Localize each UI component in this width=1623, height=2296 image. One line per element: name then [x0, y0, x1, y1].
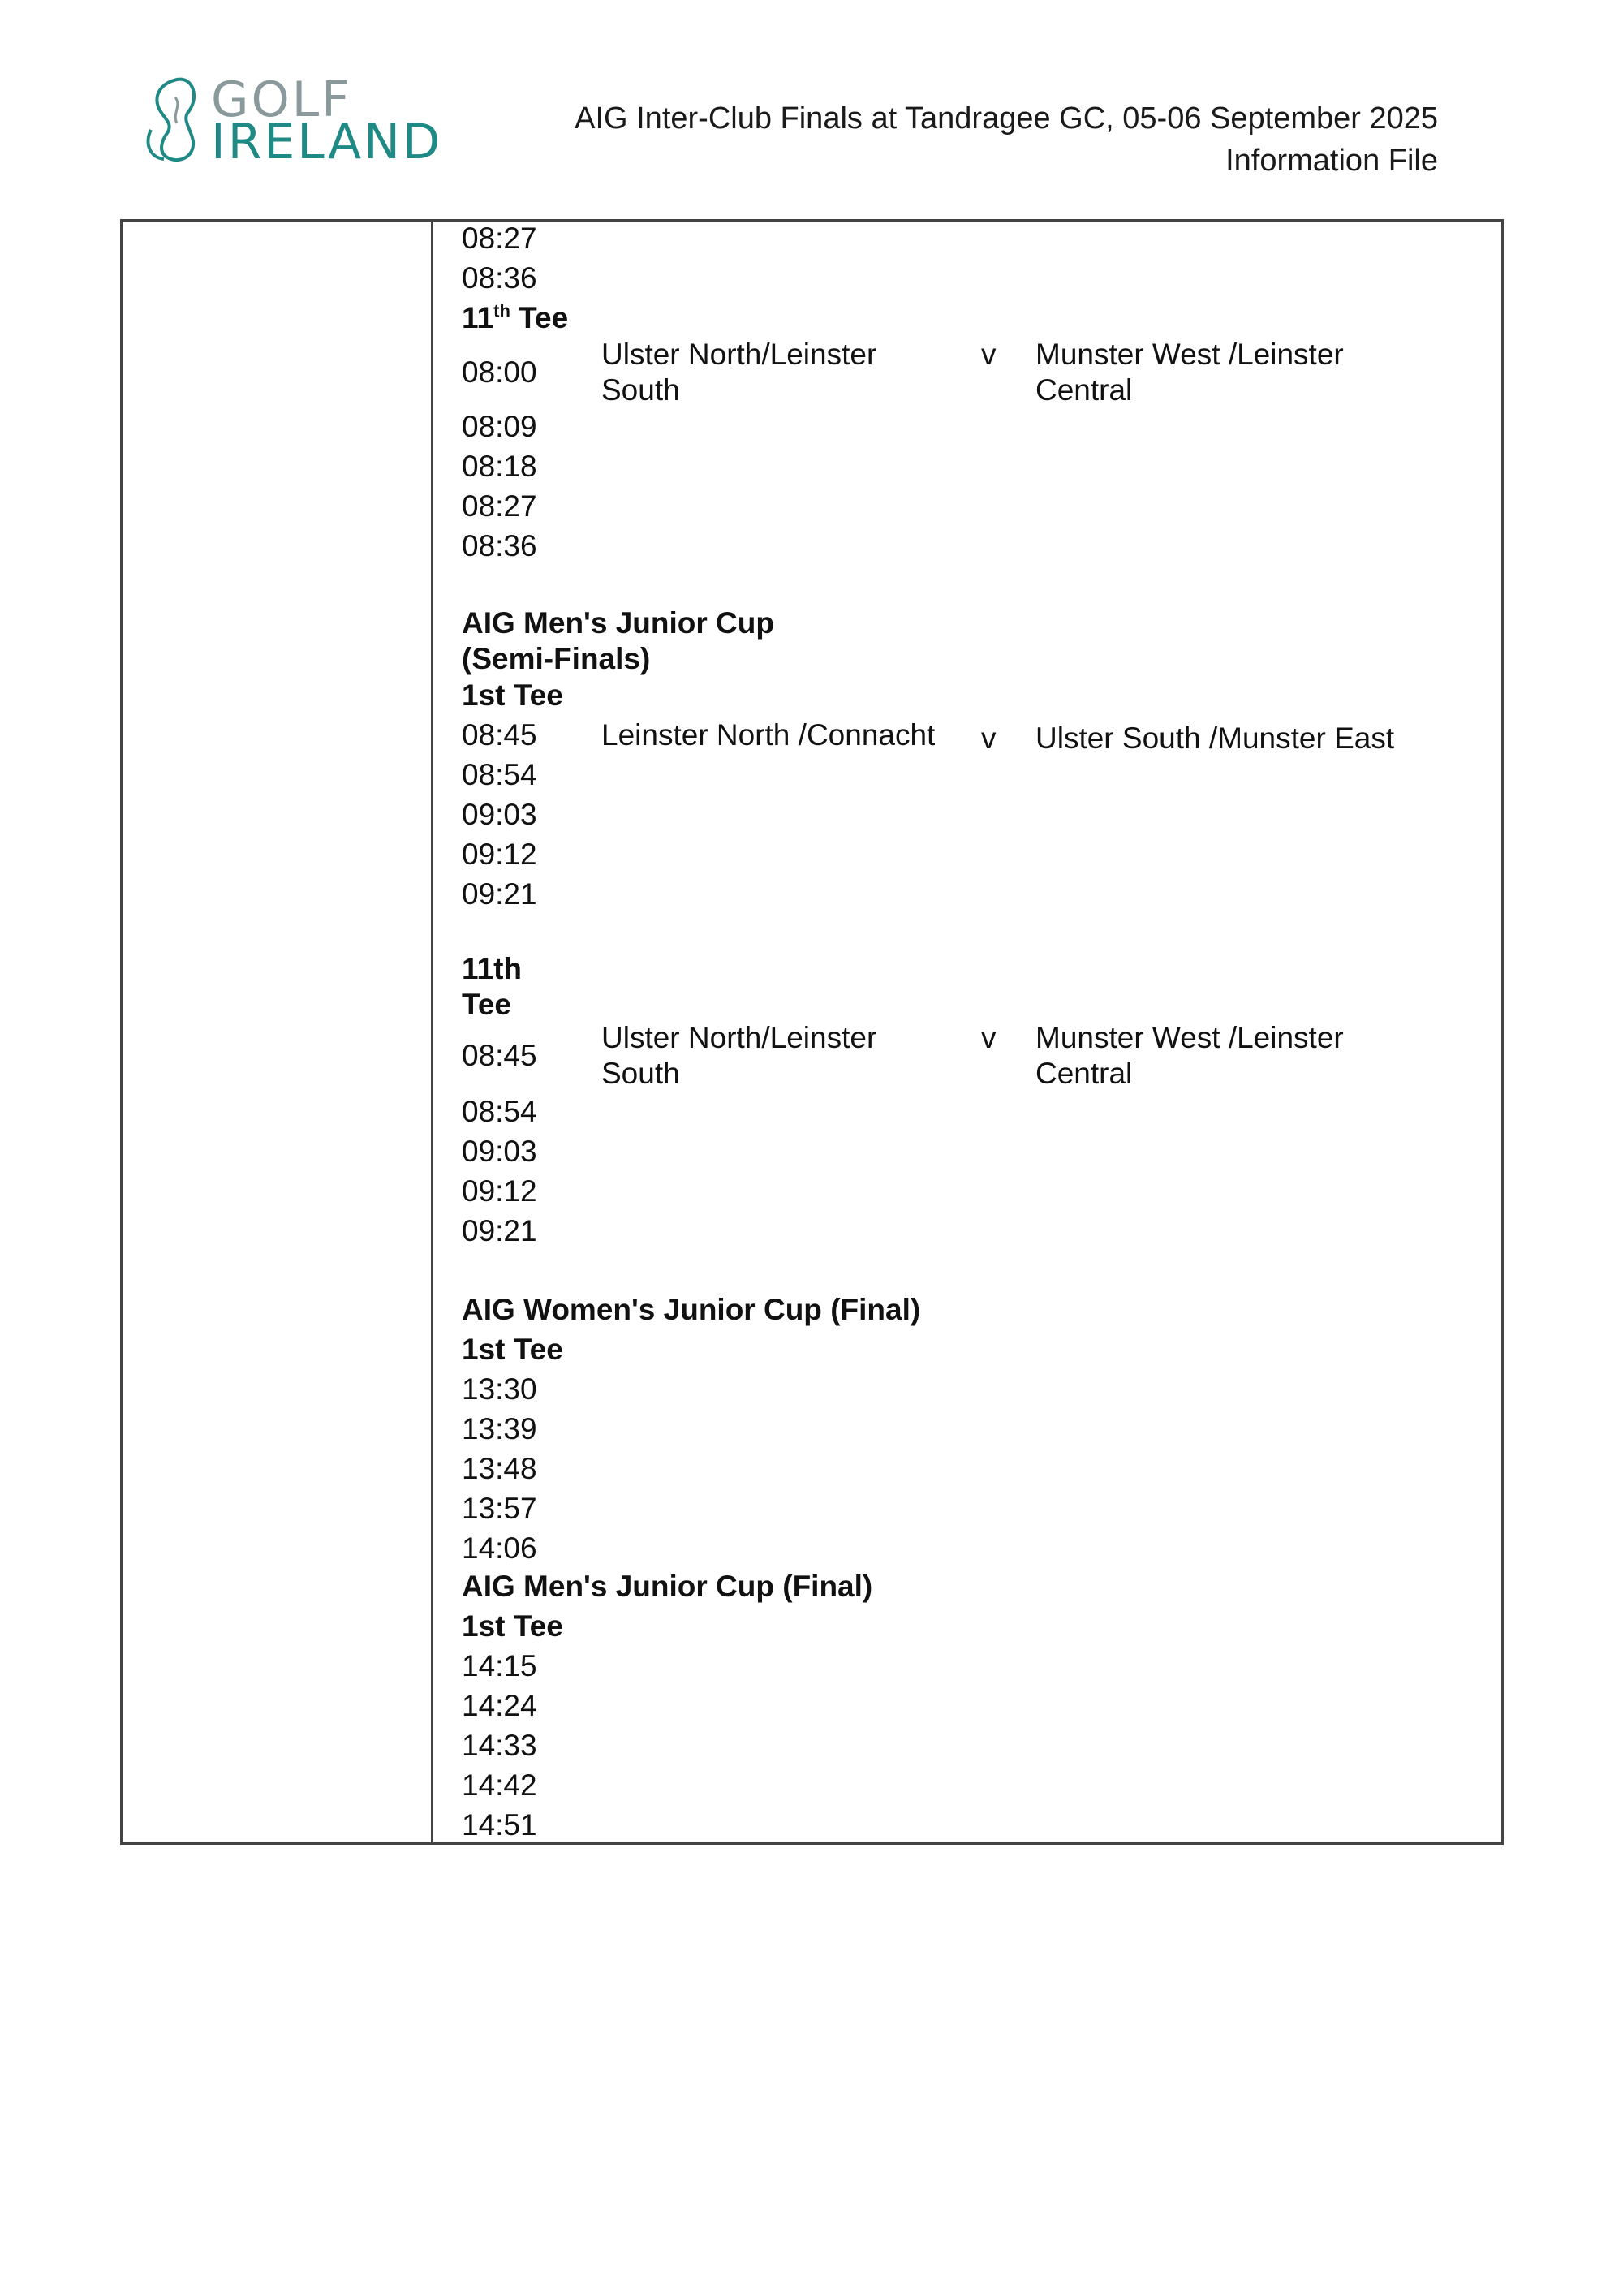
tee-word: Tee — [519, 301, 569, 334]
versus: v — [981, 338, 997, 371]
tee-time: 09:12 — [462, 838, 537, 871]
tee-time: 08:27 — [462, 222, 537, 255]
tee-time: 09:03 — [462, 798, 537, 831]
tee-heading: 1st Tee — [462, 1333, 563, 1366]
golf-ireland-logo — [143, 73, 443, 170]
tee-time: 09:21 — [462, 1214, 537, 1247]
tee-time: 08:36 — [462, 529, 537, 562]
tee-time: 14:15 — [462, 1649, 537, 1682]
table-column-divider — [431, 219, 433, 1845]
team-b: Munster West /Leinster Central — [1035, 1021, 1344, 1090]
tee-time: 08:45 — [462, 718, 537, 752]
tee-heading: 11th — [462, 952, 523, 985]
tee-time: 09:21 — [462, 877, 537, 911]
tee-number: 11 — [462, 301, 494, 334]
tee-time: 13:57 — [462, 1492, 537, 1525]
tee-time: 14:24 — [462, 1689, 537, 1722]
team-b: Munster West /Leinster Central — [1035, 338, 1344, 407]
document-title — [575, 97, 1438, 182]
team-b: Ulster South /Munster East — [1035, 722, 1395, 755]
section-title: AIG Men's Junior Cup (Final) — [462, 1570, 873, 1603]
tee-heading: 1st Tee — [462, 1609, 563, 1643]
tee-time: 14:06 — [462, 1531, 537, 1565]
team-a: Leinster North /Connacht — [601, 718, 936, 752]
golf-ireland-logo-icon — [143, 73, 208, 166]
tee-time: 14:51 — [462, 1808, 537, 1842]
tee-time: 08:54 — [462, 758, 537, 791]
tee-time: 14:42 — [462, 1768, 537, 1802]
tee-heading-11th — [462, 300, 568, 336]
document-title-line1: AIG Inter-Club Finals at Tandragee GC, 05-06 September 2025 — [575, 101, 1438, 136]
section-title: AIG Men's Junior Cup — [462, 606, 774, 640]
tee-time: 08:00 — [462, 355, 537, 389]
logo-word-golf: GOLF — [211, 71, 352, 128]
versus: v — [981, 722, 997, 755]
tee-time: 08:36 — [462, 261, 537, 295]
tee-heading: Tee — [462, 988, 512, 1021]
tee-time: 09:12 — [462, 1174, 537, 1208]
section-title: AIG Women's Junior Cup (Final) — [462, 1293, 921, 1326]
section-subtitle: (Semi-Finals) — [462, 642, 651, 675]
team-a: Ulster North/Leinster South — [601, 1021, 877, 1090]
document-title-line2: Information File — [1225, 144, 1438, 178]
tee-time: 13:39 — [462, 1412, 537, 1445]
tee-ordinal-suffix: th — [493, 300, 510, 321]
versus: v — [981, 1021, 997, 1054]
tee-time: 13:30 — [462, 1372, 537, 1406]
tee-time: 08:09 — [462, 410, 537, 443]
tee-time: 14:33 — [462, 1729, 537, 1762]
tee-time: 13:48 — [462, 1452, 537, 1485]
tee-time: 08:45 — [462, 1039, 537, 1072]
team-a: Ulster North/Leinster South — [601, 338, 877, 407]
tee-time: 08:18 — [462, 450, 537, 483]
tee-time: 08:54 — [462, 1095, 537, 1128]
tee-heading: 1st Tee — [462, 678, 563, 712]
tee-time: 09:03 — [462, 1135, 537, 1168]
tee-time: 08:27 — [462, 489, 537, 523]
logo-word-ireland: IRELAND — [211, 114, 443, 170]
